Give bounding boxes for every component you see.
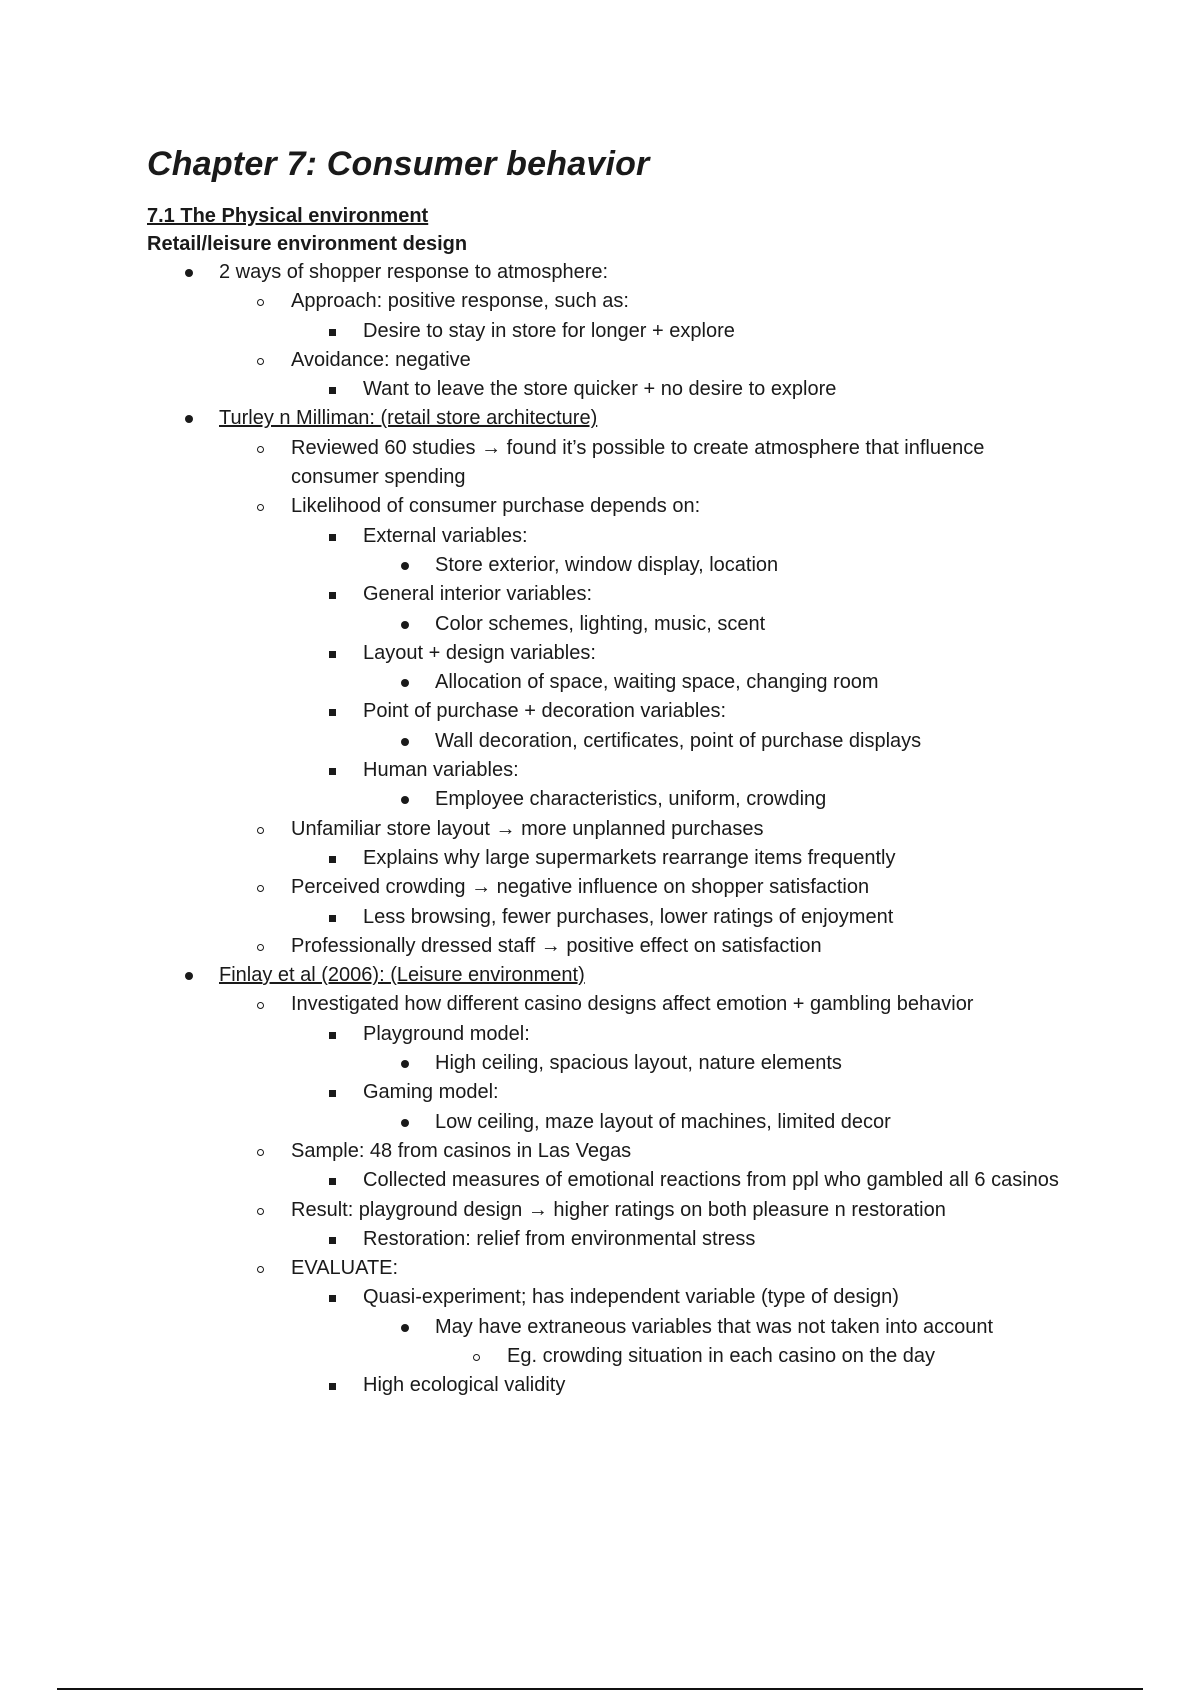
list-item-text: Point of purchase + decoration variables: [363,700,726,723]
list-item [147,1283,1067,1312]
list-item-text: Likelihood of consumer purchase depends on: [291,495,701,518]
list-item [147,1254,1067,1283]
list-item [147,346,1067,375]
list-item-text: Turley n Milliman: (retail store architecture) [219,407,598,430]
list-item [147,815,1067,844]
list-item-text: High ceiling, spacious layout, nature elements [435,1052,842,1075]
list-item [147,844,1067,873]
list-item [147,1078,1067,1107]
list-item [147,1371,1067,1400]
list-item [147,1137,1067,1166]
list-item [147,404,1067,433]
list-item [147,1166,1067,1195]
list-item [147,873,1067,902]
list-item-text: Want to leave the store quicker + no desire to explore [363,378,837,401]
list-item [147,580,1067,609]
list-item [147,551,1067,580]
list-item-text: Professionally dressed staff → positive effect on satisfaction [291,934,822,957]
list-item [147,522,1067,551]
list-item-text: Desire to stay in store for longer + explore [363,319,735,342]
list-item-text: Layout + design variables: [363,641,596,664]
list-item-text: General interior variables: [363,583,592,606]
subheading: Retail/leisure environment design [147,233,468,255]
list-item-text: Employee characteristics, uniform, crowding [435,788,827,811]
notes-list [147,258,1067,1401]
list-item [147,434,1067,493]
list-item-text: External variables: [363,524,528,547]
list-item [147,756,1067,785]
document-page [147,140,1067,1401]
list-item [147,697,1067,726]
list-item [147,727,1067,756]
list-item-text: Wall decoration, certificates, point of purchase displays [435,729,922,752]
list-item-text: Less browsing, fewer purchases, lower ratings of enjoyment [363,905,894,928]
list-item-text: Collected measures of emotional reactions from ppl who gambled all 6 casinos [363,1169,1059,1192]
list-item [147,610,1067,639]
list-item [147,1313,1067,1342]
list-item-text: May have extraneous variables that was not taken into account [435,1315,994,1338]
list-item [147,1225,1067,1254]
list-item-text: Result: playground design → higher ratings on both pleasure n restoration [291,1198,946,1221]
list-item-text: Investigated how different casino designs affect emotion + gambling behavior [291,993,974,1016]
list-item-text: Low ceiling, maze layout of machines, limited decor [435,1110,891,1133]
list-item-text: Unfamiliar store layout → more unplanned purchases [291,817,764,840]
section-heading: 7.1 The Physical environment [147,205,429,227]
list-item [147,932,1067,961]
list-item [147,258,1067,287]
list-item [147,317,1067,346]
list-item [147,1108,1067,1137]
chapter-title: Chapter 7: Consumer behavior [147,145,650,183]
list-item-text: 2 ways of shopper response to atmosphere: [219,261,609,283]
list-item [147,1049,1067,1078]
list-item [147,785,1067,814]
list-item [147,1196,1067,1225]
list-item-text: Reviewed 60 studies → found it’s possible to create atmosphere that influence consumer spending [291,436,985,489]
list-item-text: Restoration: relief from environmental stress [363,1227,756,1250]
list-item-text: Eg. crowding situation in each casino on the day [507,1344,936,1367]
list-item-text: High ecological validity [363,1374,566,1397]
list-item [147,903,1067,932]
list-item-text: Approach: positive response, such as: [291,290,629,313]
list-item-text: Finlay et al (2006): (Leisure environment) [219,964,585,987]
footer-divider [57,1688,1143,1690]
list-item-text: Quasi-experiment; has independent variable (type of design) [363,1286,899,1309]
list-item [147,375,1067,404]
list-item [147,668,1067,697]
list-item [147,1020,1067,1049]
list-item-text: Allocation of space, waiting space, changing room [435,671,879,694]
list-item [147,492,1067,521]
list-item-text: EVALUATE: [291,1257,399,1280]
list-item-text: Perceived crowding → negative influence on shopper satisfaction [291,876,870,899]
list-item-text: Gaming model: [363,1081,499,1104]
list-item-text: Playground model: [363,1022,530,1045]
list-item [147,639,1067,668]
list-item [147,287,1067,316]
list-item-text: Color schemes, lighting, music, scent [435,612,766,635]
list-item [147,961,1067,990]
list-item-text: Explains why large supermarkets rearrange items frequently [363,846,896,869]
list-item-text: Human variables: [363,759,519,782]
list-item-text: Sample: 48 from casinos in Las Vegas [291,1139,632,1162]
list-item-text: Store exterior, window display, location [435,553,779,576]
list-item-text: Avoidance: negative [291,348,471,371]
list-item [147,990,1067,1019]
list-item [147,1342,1067,1371]
